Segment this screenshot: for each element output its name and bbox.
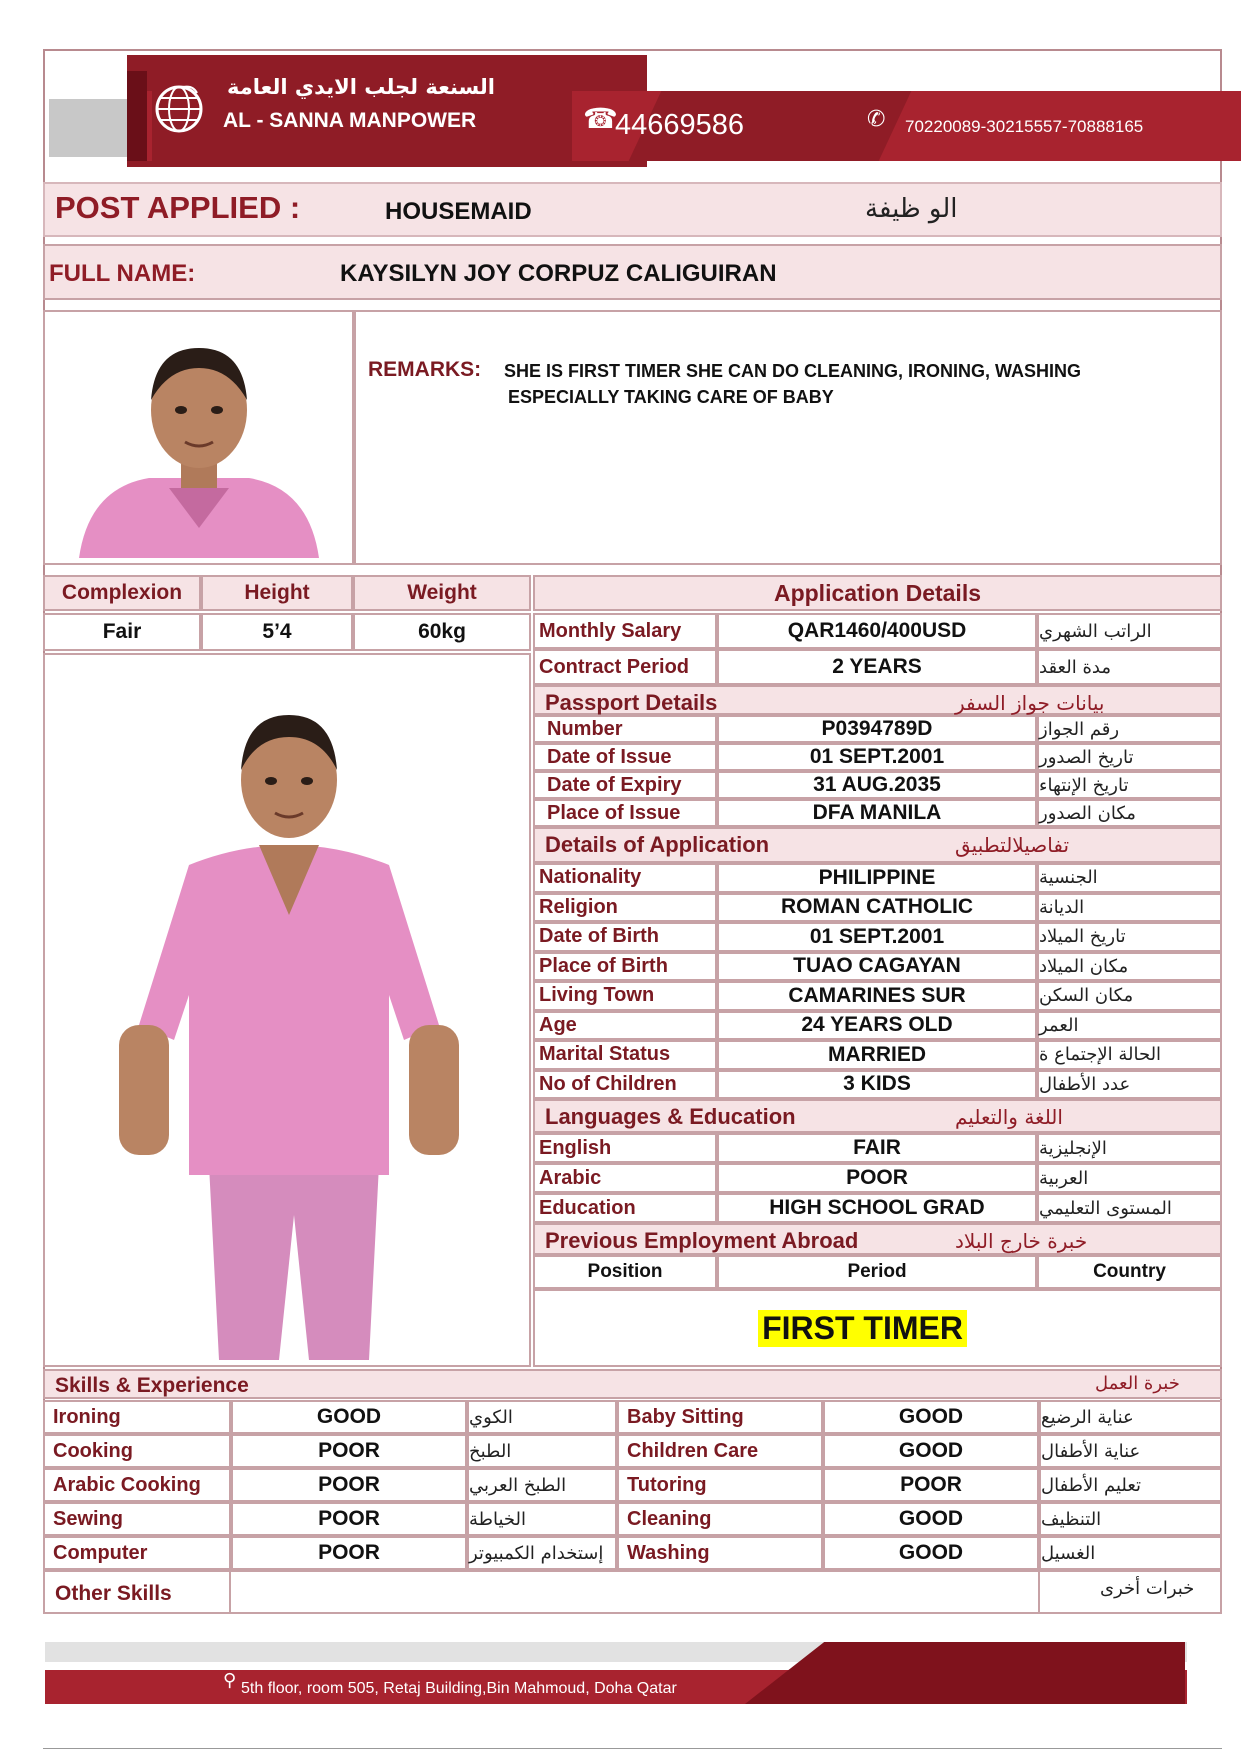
application-value-1: 2 YEARS <box>717 649 1037 685</box>
passport-label-0: Number <box>533 715 717 743</box>
skill-right-label-3: Cleaning <box>617 1502 823 1536</box>
employment-value-row <box>533 1289 1222 1367</box>
employment-col-country: Country <box>1037 1255 1222 1289</box>
skill-left-label-ar-3: الخياطة <box>467 1502 617 1536</box>
passport-label-3: Place of Issue <box>533 799 717 827</box>
first-timer-badge: FIRST TIMER <box>758 1310 967 1347</box>
skill-left-value-2: POOR <box>231 1468 467 1502</box>
skill-left-value-1: POOR <box>231 1434 467 1468</box>
footer-bar <box>45 1642 1187 1704</box>
other-skills-label: Other Skills <box>55 1582 172 1605</box>
header-banner <box>45 51 1222 181</box>
details-value-6: MARRIED <box>717 1040 1037 1070</box>
languages-value-0: FAIR <box>717 1133 1037 1163</box>
full-name-value: KAYSILYN JOY CORPUZ CALIGUIRAN <box>340 260 777 287</box>
employment-col-position: Position <box>533 1255 717 1289</box>
footer-address: 5th floor, room 505, Retaj Building,Bin Mahmoud, Doha Qatar <box>241 1680 677 1697</box>
languages-title-ar: اللغة والتعليم <box>955 1105 1063 1129</box>
languages-label-2: Education <box>533 1193 717 1223</box>
bottom-rule <box>43 1748 1222 1749</box>
passport-title: Passport Details <box>545 690 718 715</box>
languages-value-1: POOR <box>717 1163 1037 1193</box>
details-label-3: Place of Birth <box>533 952 717 982</box>
skill-left-value-0: GOOD <box>231 1400 467 1434</box>
languages-label-ar-1: العربية <box>1037 1163 1222 1193</box>
skill-left-label-ar-2: الطبخ العربي <box>467 1468 617 1502</box>
post-applied-label: POST APPLIED : <box>55 190 301 225</box>
details-value-2: 01 SEPT.2001 <box>717 922 1037 952</box>
phone-number: 44669586 <box>615 109 745 141</box>
languages-label-ar-0: الإنجليزية <box>1037 1133 1222 1163</box>
application-label-0: Monthly Salary <box>533 613 717 649</box>
skill-right-value-0: GOOD <box>823 1400 1039 1434</box>
languages-label-0: English <box>533 1133 717 1163</box>
details-value-0: PHILIPPINE <box>717 863 1037 893</box>
languages-label-1: Arabic <box>533 1163 717 1193</box>
remarks-label: REMARKS: <box>368 358 482 381</box>
remarks-line-2: ESPECIALLY TAKING CARE OF BABY <box>508 387 834 407</box>
skills-title-row <box>43 1369 1222 1399</box>
passport-label-ar-1: تاريخ الصدور <box>1037 743 1222 771</box>
full-name-row <box>43 244 1222 300</box>
height-value: 5’4 <box>201 613 353 651</box>
passport-value-2: 31 AUG.2035 <box>717 771 1037 799</box>
globe-logo-icon <box>153 83 205 135</box>
application-value-0: QAR1460/400USD <box>717 613 1037 649</box>
skill-left-label-ar-0: الكوي <box>467 1400 617 1434</box>
full-body-photo <box>59 695 519 1360</box>
languages-title: Languages & Education <box>545 1104 796 1129</box>
employment-col-period: Period <box>717 1255 1037 1289</box>
skill-right-value-3: GOOD <box>823 1502 1039 1536</box>
skill-right-value-1: GOOD <box>823 1434 1039 1468</box>
skill-left-label-4: Computer <box>43 1536 231 1570</box>
passport-value-1: 01 SEPT.2001 <box>717 743 1037 771</box>
remarks-line-1: SHE IS FIRST TIMER SHE CAN DO CLEANING, IRONING, WASHING <box>504 361 1082 381</box>
skill-left-label-2: Arabic Cooking <box>43 1468 231 1502</box>
details-value-1: ROMAN CATHOLIC <box>717 893 1037 923</box>
passport-label-ar-2: تاريخ الإنتهاء <box>1037 771 1222 799</box>
details-label-ar-0: الجنسية <box>1037 863 1222 893</box>
skill-left-label-0: Ironing <box>43 1400 231 1434</box>
skills-title-ar: خبرة العمل <box>1095 1373 1180 1394</box>
post-applied-label-ar: الو ظيفة <box>865 194 958 224</box>
details-label-ar-5: العمر <box>1037 1011 1222 1041</box>
passport-value-3: DFA MANILA <box>717 799 1037 827</box>
details-label-5: Age <box>533 1011 717 1041</box>
portrait-panel <box>43 310 354 565</box>
details-label-ar-4: مكان السكن <box>1037 981 1222 1011</box>
full-name-label: FULL NAME: <box>49 260 196 287</box>
passport-title-row <box>533 685 1222 715</box>
skill-right-label-ar-2: تعليم الأطفال <box>1039 1468 1222 1502</box>
skill-left-label-ar-4: إستخدام الكمبيوتر <box>467 1536 617 1570</box>
skills-title: Skills & Experience <box>55 1374 249 1397</box>
height-header: Height <box>201 575 353 611</box>
company-name-ar: السنعة لجلب الايدي العامة <box>226 75 495 99</box>
skill-right-value-2: POOR <box>823 1468 1039 1502</box>
languages-title-row <box>533 1099 1222 1133</box>
languages-label-ar-2: المستوى التعليمي <box>1037 1193 1222 1223</box>
mobile-icon: ✆ <box>867 106 886 131</box>
skill-right-label-4: Washing <box>617 1536 823 1570</box>
full-body-panel <box>43 653 531 1367</box>
skill-right-label-0: Baby Sitting <box>617 1400 823 1434</box>
skill-left-label-ar-1: الطبخ <box>467 1434 617 1468</box>
post-applied-row <box>43 182 1222 237</box>
employment-title-ar: خبرة خارج البلاد <box>955 1229 1088 1253</box>
details-label-ar-6: الحالة الإجتماع ة <box>1037 1040 1222 1070</box>
application-label-ar-0: الراتب الشهري <box>1037 613 1222 649</box>
passport-value-0: P0394789D <box>717 715 1037 743</box>
details-label-7: No of Children <box>533 1070 717 1100</box>
application-details-title: Application Details <box>533 575 1222 611</box>
other-skills-label-ar: خبرات أخرى <box>1100 1578 1195 1599</box>
other-skills-row <box>43 1570 1222 1614</box>
details-title-row <box>533 827 1222 863</box>
company-name-en: AL - SANNA MANPOWER <box>223 109 477 132</box>
weight-header: Weight <box>353 575 531 611</box>
weight-value: 60kg <box>353 613 531 651</box>
details-label-0: Nationality <box>533 863 717 893</box>
details-label-2: Date of Birth <box>533 922 717 952</box>
skill-left-value-4: POOR <box>231 1536 467 1570</box>
languages-value-2: HIGH SCHOOL GRAD <box>717 1193 1037 1223</box>
employment-title-row <box>533 1223 1222 1255</box>
skill-left-label-3: Sewing <box>43 1502 231 1536</box>
details-title-ar: تفاصيلالتطبيق <box>955 833 1070 857</box>
details-title: Details of Application <box>545 832 770 857</box>
passport-title-ar: بيانات جواز السفر <box>955 691 1105 715</box>
details-value-7: 3 KIDS <box>717 1070 1037 1100</box>
application-label-1: Contract Period <box>533 649 717 685</box>
post-applied-value: HOUSEMAID <box>385 198 532 225</box>
passport-label-ar-3: مكان الصدور <box>1037 799 1222 827</box>
complexion-header: Complexion <box>43 575 201 611</box>
details-label-ar-2: تاريخ الميلاد <box>1037 922 1222 952</box>
portrait-photo <box>59 338 339 558</box>
details-value-4: CAMARINES SUR <box>717 981 1037 1011</box>
passport-label-2: Date of Expiry <box>533 771 717 799</box>
other-skills-divider-2 <box>1038 1570 1040 1614</box>
details-label-4: Living Town <box>533 981 717 1011</box>
other-skills-divider-1 <box>229 1570 231 1614</box>
details-label-ar-3: مكان الميلاد <box>1037 952 1222 982</box>
banner-accent <box>127 71 147 161</box>
complexion-value: Fair <box>43 613 201 651</box>
skill-right-label-2: Tutoring <box>617 1468 823 1502</box>
details-label-ar-1: الديانة <box>1037 893 1222 923</box>
employment-title: Previous Employment Abroad <box>545 1228 859 1253</box>
application-label-ar-1: مدة العقد <box>1037 649 1222 685</box>
mobile-numbers: 70220089-30215557-70888165 <box>905 117 1144 136</box>
details-value-3: TUAO CAGAYAN <box>717 952 1037 982</box>
remarks-panel <box>354 310 1222 565</box>
skill-right-value-4: GOOD <box>823 1536 1039 1570</box>
location-pin-icon: ⚲ <box>223 1670 237 1690</box>
details-label-1: Religion <box>533 893 717 923</box>
passport-label-ar-0: رقم الجواز <box>1037 715 1222 743</box>
skill-left-label-1: Cooking <box>43 1434 231 1468</box>
skill-right-label-ar-4: الغسيل <box>1039 1536 1222 1570</box>
skill-right-label-ar-3: التنظيف <box>1039 1502 1222 1536</box>
skill-left-value-3: POOR <box>231 1502 467 1536</box>
skill-right-label-ar-1: عناية الأطفال <box>1039 1434 1222 1468</box>
passport-label-1: Date of Issue <box>533 743 717 771</box>
details-label-ar-7: عدد الأطفال <box>1037 1070 1222 1100</box>
details-value-5: 24 YEARS OLD <box>717 1011 1037 1041</box>
skill-right-label-ar-0: عناية الرضيع <box>1039 1400 1222 1434</box>
phone-icon: ☎ <box>583 103 618 134</box>
skill-right-label-1: Children Care <box>617 1434 823 1468</box>
details-label-6: Marital Status <box>533 1040 717 1070</box>
